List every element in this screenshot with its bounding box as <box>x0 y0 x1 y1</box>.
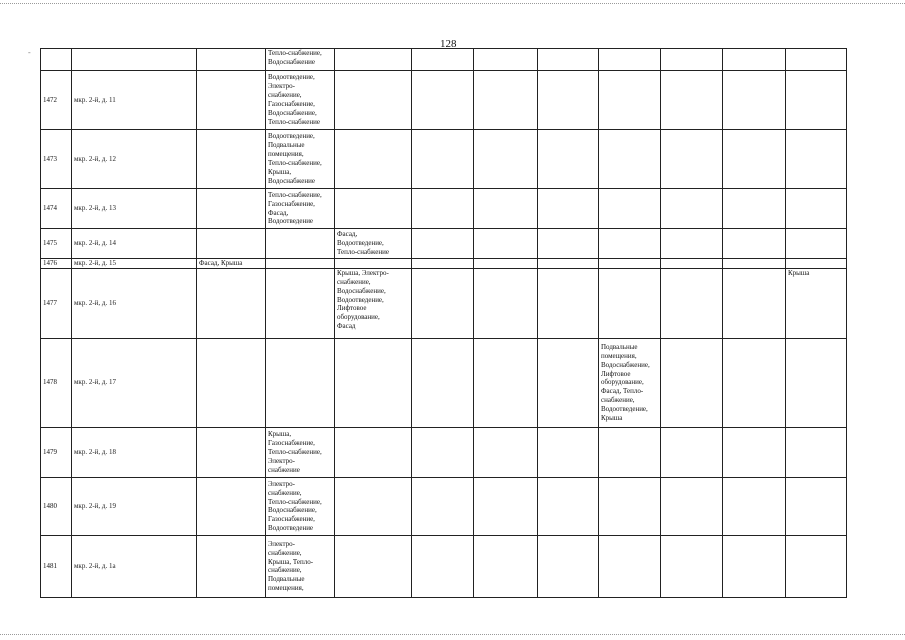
cell-col-3: Водоотведение, Подвальные помещения, Тепло-снабжение, Крыша, Водоснабжение <box>266 130 335 189</box>
table-cell <box>538 427 599 477</box>
cell-row-number: 1481 <box>41 535 72 597</box>
cell-col-3 <box>266 338 335 427</box>
table-cell <box>661 427 723 477</box>
table-row <box>41 427 847 477</box>
cell-works: Тепло-снабжение, Водоснабжение <box>266 49 335 71</box>
cell-col-11 <box>786 338 847 427</box>
cell-col-4 <box>335 189 412 229</box>
table-cell <box>412 535 474 597</box>
cell-address: мкр. 2-й, д. 1а <box>72 535 197 597</box>
table-cell <box>412 189 474 229</box>
cell-col-2 <box>197 130 266 189</box>
table-cell <box>474 49 538 71</box>
cell-col-4 <box>335 130 412 189</box>
cell-row-number: 1478 <box>41 338 72 427</box>
table-cell <box>474 268 538 338</box>
scan-edge-top <box>0 3 905 4</box>
cell-col-8 <box>599 268 661 338</box>
cell-col-4: Фасад, Водоотведение, Тепло-снабжение <box>335 229 412 259</box>
cell-col-4 <box>335 477 412 535</box>
table-cell <box>723 189 786 229</box>
table-cell <box>661 477 723 535</box>
table-row <box>41 535 847 597</box>
table-cell <box>474 189 538 229</box>
cell-col-8: Подвальные помещения, Водоснабжение, Лифтовое оборудование, Фасад, Тепло- снабжение, Водоотведение, Крыша <box>599 338 661 427</box>
cell-address: мкр. 2-й, д. 11 <box>72 71 197 130</box>
table-cell <box>723 477 786 535</box>
cell-col-4 <box>335 427 412 477</box>
cell-row-number: 1472 <box>41 71 72 130</box>
table-cell <box>723 49 786 71</box>
cell-col-3: Водоотведение, Электро- снабжение, Газоснабжение, Водоснабжение, Тепло-снабжение <box>266 71 335 130</box>
table-cell <box>412 338 474 427</box>
cell-col-3 <box>266 229 335 259</box>
cell-col-4 <box>335 71 412 130</box>
table-cell <box>661 189 723 229</box>
cell-col-8 <box>599 71 661 130</box>
cell-address: мкр. 2-й, д. 13 <box>72 189 197 229</box>
cell-col-3: Электро- снабжение, Тепло-снабжение, Водоснабжение, Газоснабжение, Водоотведение <box>266 477 335 535</box>
table-cell <box>538 49 599 71</box>
table-cell <box>538 189 599 229</box>
table-cell <box>412 427 474 477</box>
cell-col-2 <box>197 189 266 229</box>
cell-col-4: Крыша, Электро- снабжение, Водоснабжение, Водоотведение, Лифтовое оборудование, Фасад <box>335 268 412 338</box>
table-cell <box>723 71 786 130</box>
table-cell <box>412 229 474 259</box>
scan-edge-bottom <box>0 634 905 635</box>
cell-col-4 <box>335 259 412 269</box>
table-cell <box>723 130 786 189</box>
table-cell <box>661 49 723 71</box>
table-cell <box>661 259 723 269</box>
table-row <box>41 130 847 189</box>
cell-col-8 <box>599 259 661 269</box>
cell-row-number: 1473 <box>41 130 72 189</box>
table-row <box>41 49 847 71</box>
cell-col-11 <box>786 427 847 477</box>
table-cell <box>661 71 723 130</box>
cell-col-2: Фасад, Крыша <box>197 259 266 269</box>
cell-row-number: 1477 <box>41 268 72 338</box>
cell-row-number: 1475 <box>41 229 72 259</box>
table-cell <box>538 477 599 535</box>
cell-col-8 <box>599 477 661 535</box>
table-cell <box>474 477 538 535</box>
table-cell <box>723 535 786 597</box>
cell-col-8 <box>599 229 661 259</box>
table-cell <box>474 427 538 477</box>
cell-col-2 <box>197 268 266 338</box>
table-row <box>41 259 847 269</box>
cell-row-number: 1474 <box>41 189 72 229</box>
cell-col-2 <box>197 427 266 477</box>
table-cell <box>599 49 661 71</box>
table-cell <box>412 268 474 338</box>
cell-col-11 <box>786 130 847 189</box>
table-cell <box>474 259 538 269</box>
cell-address: мкр. 2-й, д. 12 <box>72 130 197 189</box>
table-cell <box>335 49 412 71</box>
table-cell <box>412 259 474 269</box>
cell-address: мкр. 2-й, д. 15 <box>72 259 197 269</box>
table-cell <box>474 71 538 130</box>
cell-col-11 <box>786 189 847 229</box>
table-cell <box>538 535 599 597</box>
table-cell <box>538 259 599 269</box>
cell-col-11 <box>786 71 847 130</box>
cell-col-11 <box>786 229 847 259</box>
table-cell <box>723 229 786 259</box>
table-cell <box>412 477 474 535</box>
table-cell <box>661 338 723 427</box>
cell-col-3 <box>266 268 335 338</box>
table-cell <box>72 49 197 71</box>
table-cell <box>412 130 474 189</box>
table-cell <box>538 338 599 427</box>
cell-col-11 <box>786 477 847 535</box>
table-cell <box>412 71 474 130</box>
table-row <box>41 71 847 130</box>
cell-col-2 <box>197 71 266 130</box>
cell-col-8 <box>599 535 661 597</box>
cell-col-11: Крыша <box>786 268 847 338</box>
table-row <box>41 338 847 427</box>
cell-col-2 <box>197 338 266 427</box>
page-number: 128 <box>440 38 457 50</box>
table-cell <box>474 338 538 427</box>
cell-address: мкр. 2-й, д. 14 <box>72 229 197 259</box>
margin-mark: - <box>28 48 31 57</box>
table-row <box>41 477 847 535</box>
table-cell <box>723 338 786 427</box>
cell-col-8 <box>599 130 661 189</box>
cell-row-number: 1476 <box>41 259 72 269</box>
table-cell <box>538 268 599 338</box>
cell-col-4 <box>335 535 412 597</box>
cell-row-number: 1479 <box>41 427 72 477</box>
table-row <box>41 268 847 338</box>
table-cell <box>661 229 723 259</box>
cell-address: мкр. 2-й, д. 17 <box>72 338 197 427</box>
table-row <box>41 189 847 229</box>
table-cell <box>474 535 538 597</box>
cell-col-8 <box>599 189 661 229</box>
cell-col-2 <box>197 535 266 597</box>
cell-col-4 <box>335 338 412 427</box>
table-cell <box>723 259 786 269</box>
cell-row-number: 1480 <box>41 477 72 535</box>
table-cell <box>661 130 723 189</box>
cell-col-3: Тепло-снабжение, Газоснабжение, Фасад, Водоотведение <box>266 189 335 229</box>
table-cell <box>197 49 266 71</box>
cell-address: мкр. 2-й, д. 19 <box>72 477 197 535</box>
table-row <box>41 229 847 259</box>
repair-schedule-table <box>40 48 847 598</box>
table-cell <box>538 130 599 189</box>
table-cell <box>538 71 599 130</box>
table-cell <box>474 229 538 259</box>
table-cell <box>661 535 723 597</box>
table-cell <box>786 49 847 71</box>
table-cell <box>723 268 786 338</box>
table-cell <box>661 268 723 338</box>
cell-address: мкр. 2-й, д. 16 <box>72 268 197 338</box>
cell-col-11 <box>786 535 847 597</box>
table-cell <box>41 49 72 71</box>
table-cell <box>538 229 599 259</box>
table-cell <box>723 427 786 477</box>
table-cell <box>474 130 538 189</box>
cell-col-3: Крыша, Газоснабжение, Тепло-снабжение, Электро- снабжение <box>266 427 335 477</box>
cell-col-2 <box>197 229 266 259</box>
cell-col-8 <box>599 427 661 477</box>
cell-col-3: Электро- снабжение, Крыша, Тепло- снабжение, Подвальные помещения, <box>266 535 335 597</box>
cell-col-3 <box>266 259 335 269</box>
cell-col-2 <box>197 477 266 535</box>
cell-address: мкр. 2-й, д. 18 <box>72 427 197 477</box>
cell-col-11 <box>786 259 847 269</box>
table-cell <box>412 49 474 71</box>
